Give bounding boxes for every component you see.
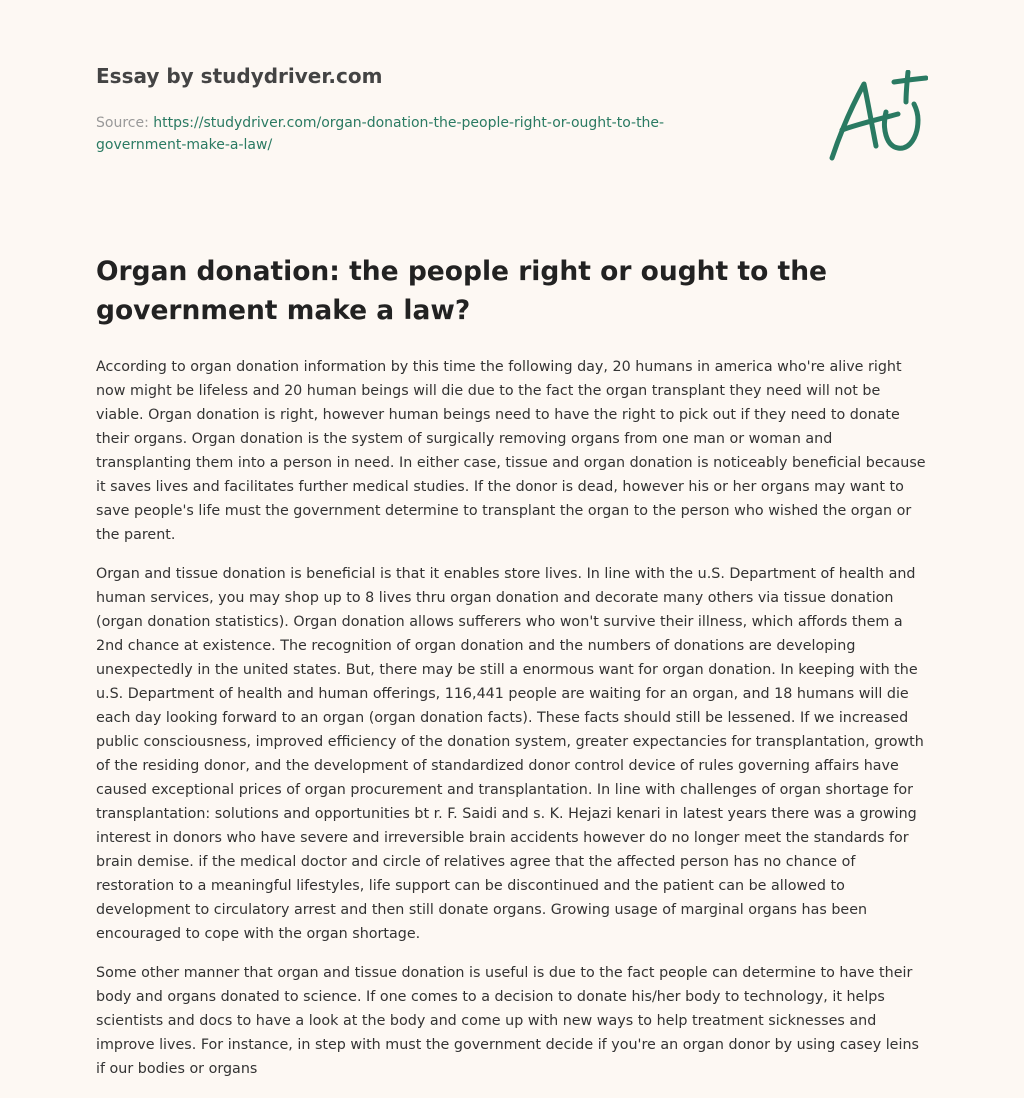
source-link[interactable]: https://studydriver.com/organ-donation-the-people-right-or-ought-to-the-government-make-a-law/ bbox=[96, 115, 665, 153]
brand-title: Essay by studydriver.com bbox=[96, 64, 383, 88]
source-label: Source: bbox=[96, 115, 154, 131]
a-plus-logo-icon bbox=[824, 70, 928, 166]
paragraph: According to organ donation information by this time the following day, 20 humans in america who're alive right now might be lifeless and 20 human beings will die due to the fact the organ transplant they need will not be viable. Organ donation is right, however human beings need to have the right to pick out if they need to donate their organs. Organ donation is the system of surgically removing organs from one man or woman and transplanting them into a person in need. In either case, tissue and organ donation is noticeably beneficial because it saves lives and facilitates further medical studies. If the donor is dead, however his or her organs may want to save people's life must the government determine to transplant the organ to the person who wished the organ or the parent. bbox=[96, 359, 926, 543]
paragraph: Organ and tissue donation is beneficial is that it enables store lives. In line with the u.S. Department of health and human services, you may shop up to 8 lives thru organ donation and decorate many others via tissue donation (organ donation statistics). Organ donation allows sufferers who won't survive their illness, which affords them a 2nd chance at existence. The recognition of organ donation and the numbers of donations are developing unexpectedly in the united states. But, there may be still a enormous want for organ donation. In keeping with the u.S. Department of health and human offerings, 116,441 people are waiting for an organ, and 18 humans will die each day looking forward to an organ (organ donation facts). These facts should still be lessened. If we increased public consciousness, improved efficiency of the donation system, greater expectancies for transplantation, growth of the residing donor, and the development of standardized donor control device of rules governing affairs have caused exceptional prices of organ procurement and transplantation. In line with challenges of organ shortage for transplantation: solutions and opportunities bt r. F. Saidi and s. K. Hejazi kenari in latest years there was a growing interest in donors who have severe and irreversible brain accidents however do no longer meet the standards for brain demise. if the medical doctor and circle of relatives agree that the affected person has no chance of restoration to a meaningful lifestyles, life support can be discontinued and the patient can be allowed to development to circulatory arrest and then still donate organs. Growing usage of marginal organs has been encouraged to cope with the organ shortage. bbox=[96, 566, 924, 942]
source-line bbox=[96, 112, 736, 156]
page-header bbox=[96, 0, 928, 200]
essay-title: Organ donation: the people right or ought to the government make a law? bbox=[96, 256, 828, 326]
essay-body bbox=[96, 355, 928, 1096]
paragraph: Some other manner that organ and tissue donation is useful is due to the fact people can determine to have their body and organs donated to science. If one comes to a decision to donate his/her body to technology, it helps scientists and docs to have a look at the body and come up with new ways to help treatment sicknesses and improve lives. For instance, in step with must the government decide if you're an organ donor by using casey leins if our bodies or organs bbox=[96, 965, 919, 1077]
